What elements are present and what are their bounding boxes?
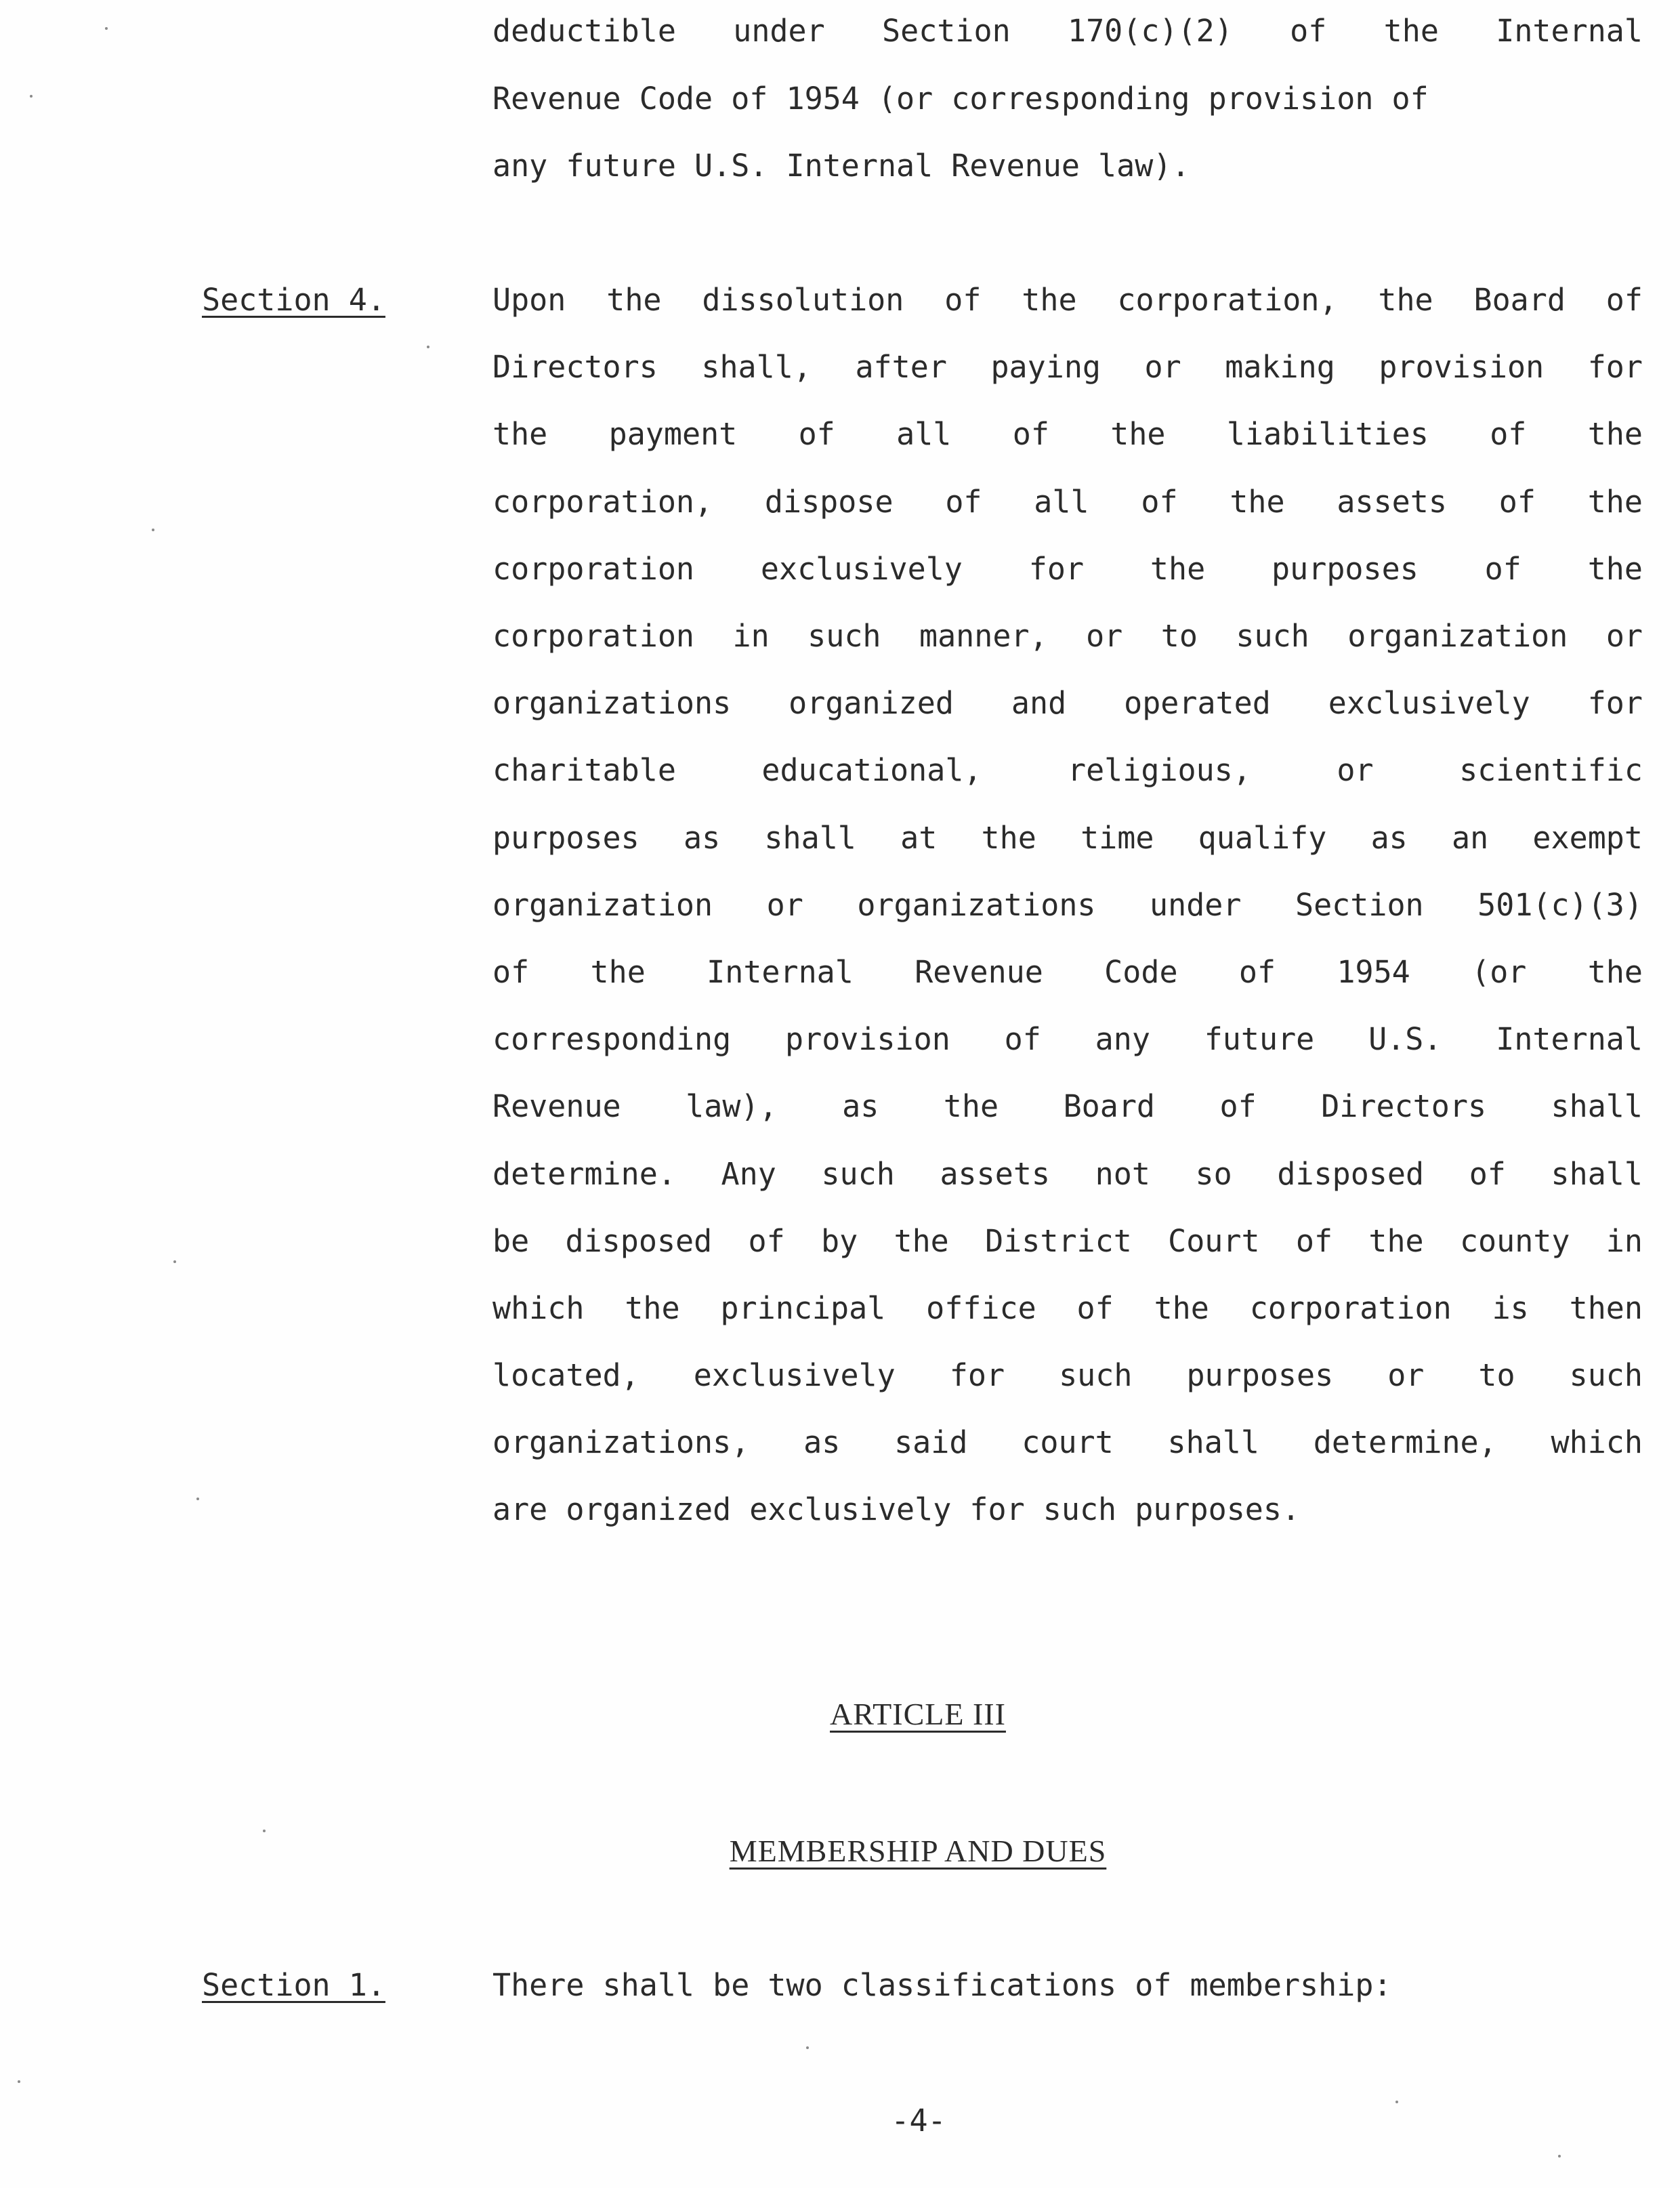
section-4-label: Section 4.	[202, 282, 385, 318]
body-line: purposes as shall at the time qualify as an exempt	[492, 820, 1643, 856]
scan-speck	[427, 346, 429, 348]
body-line: corporation, dispose of all of the assets of the	[492, 484, 1643, 520]
body-line: corresponding provision of any future U.S. Internal	[492, 1021, 1643, 1057]
body-line: Upon the dissolution of the corporation, the Board of	[492, 282, 1643, 318]
scan-speck	[30, 95, 33, 98]
body-line: Revenue law), as the Board of Directors shall	[492, 1088, 1643, 1124]
body-line: be disposed of by the District Court of the county in	[492, 1223, 1643, 1259]
scan-speck	[1558, 2155, 1561, 2158]
scan-speck	[1395, 2101, 1398, 2103]
scan-speck	[152, 529, 154, 531]
scan-speck	[806, 2046, 809, 2049]
page-number: -4-	[891, 2103, 946, 2139]
body-line: which the principal office of the corporation is then	[492, 1290, 1643, 1326]
body-line: any future U.S. Internal Revenue law).	[492, 148, 1190, 184]
body-line: the payment of all of the liabilities of the	[492, 416, 1643, 452]
scan-speck	[263, 1830, 266, 1832]
body-line: Revenue Code of 1954 (or corresponding provision of	[492, 81, 1429, 117]
body-line: organizations organized and operated exclusively for	[492, 685, 1643, 721]
body-line: organizations, as said court shall determine, which	[492, 1424, 1643, 1460]
body-line: located, exclusively for such purposes or to such	[492, 1357, 1643, 1393]
article-title: MEMBERSHIP AND DUES	[729, 1834, 1107, 1868]
body-line: Directors shall, after paying or making provision for	[492, 349, 1643, 385]
body-line: deductible under Section 170(c)(2) of the Internal	[492, 13, 1643, 49]
scan-speck	[105, 27, 108, 30]
body-line: of the Internal Revenue Code of 1954 (or the	[492, 954, 1643, 990]
scan-speck	[196, 1498, 199, 1500]
article-title-heading	[0, 1831, 1680, 1872]
body-line: corporation in such manner, or to such organization or	[492, 618, 1643, 654]
body-line: There shall be two classifications of membership:	[492, 1967, 1392, 2003]
section-1-label: Section 1.	[202, 1967, 385, 2003]
body-line: organization or organizations under Section 501(c)(3)	[492, 887, 1643, 923]
body-line: are organized exclusively for such purposes.	[492, 1491, 1301, 1527]
article-heading	[0, 1694, 1680, 1735]
body-line: corporation exclusively for the purposes of the	[492, 551, 1643, 587]
scan-speck	[18, 2080, 20, 2083]
scan-speck	[173, 1260, 176, 1263]
article-number: ARTICLE III	[830, 1697, 1006, 1731]
body-line: charitable educational, religious, or scientific	[492, 752, 1643, 788]
body-line: determine. Any such assets not so disposed of shall	[492, 1156, 1643, 1192]
